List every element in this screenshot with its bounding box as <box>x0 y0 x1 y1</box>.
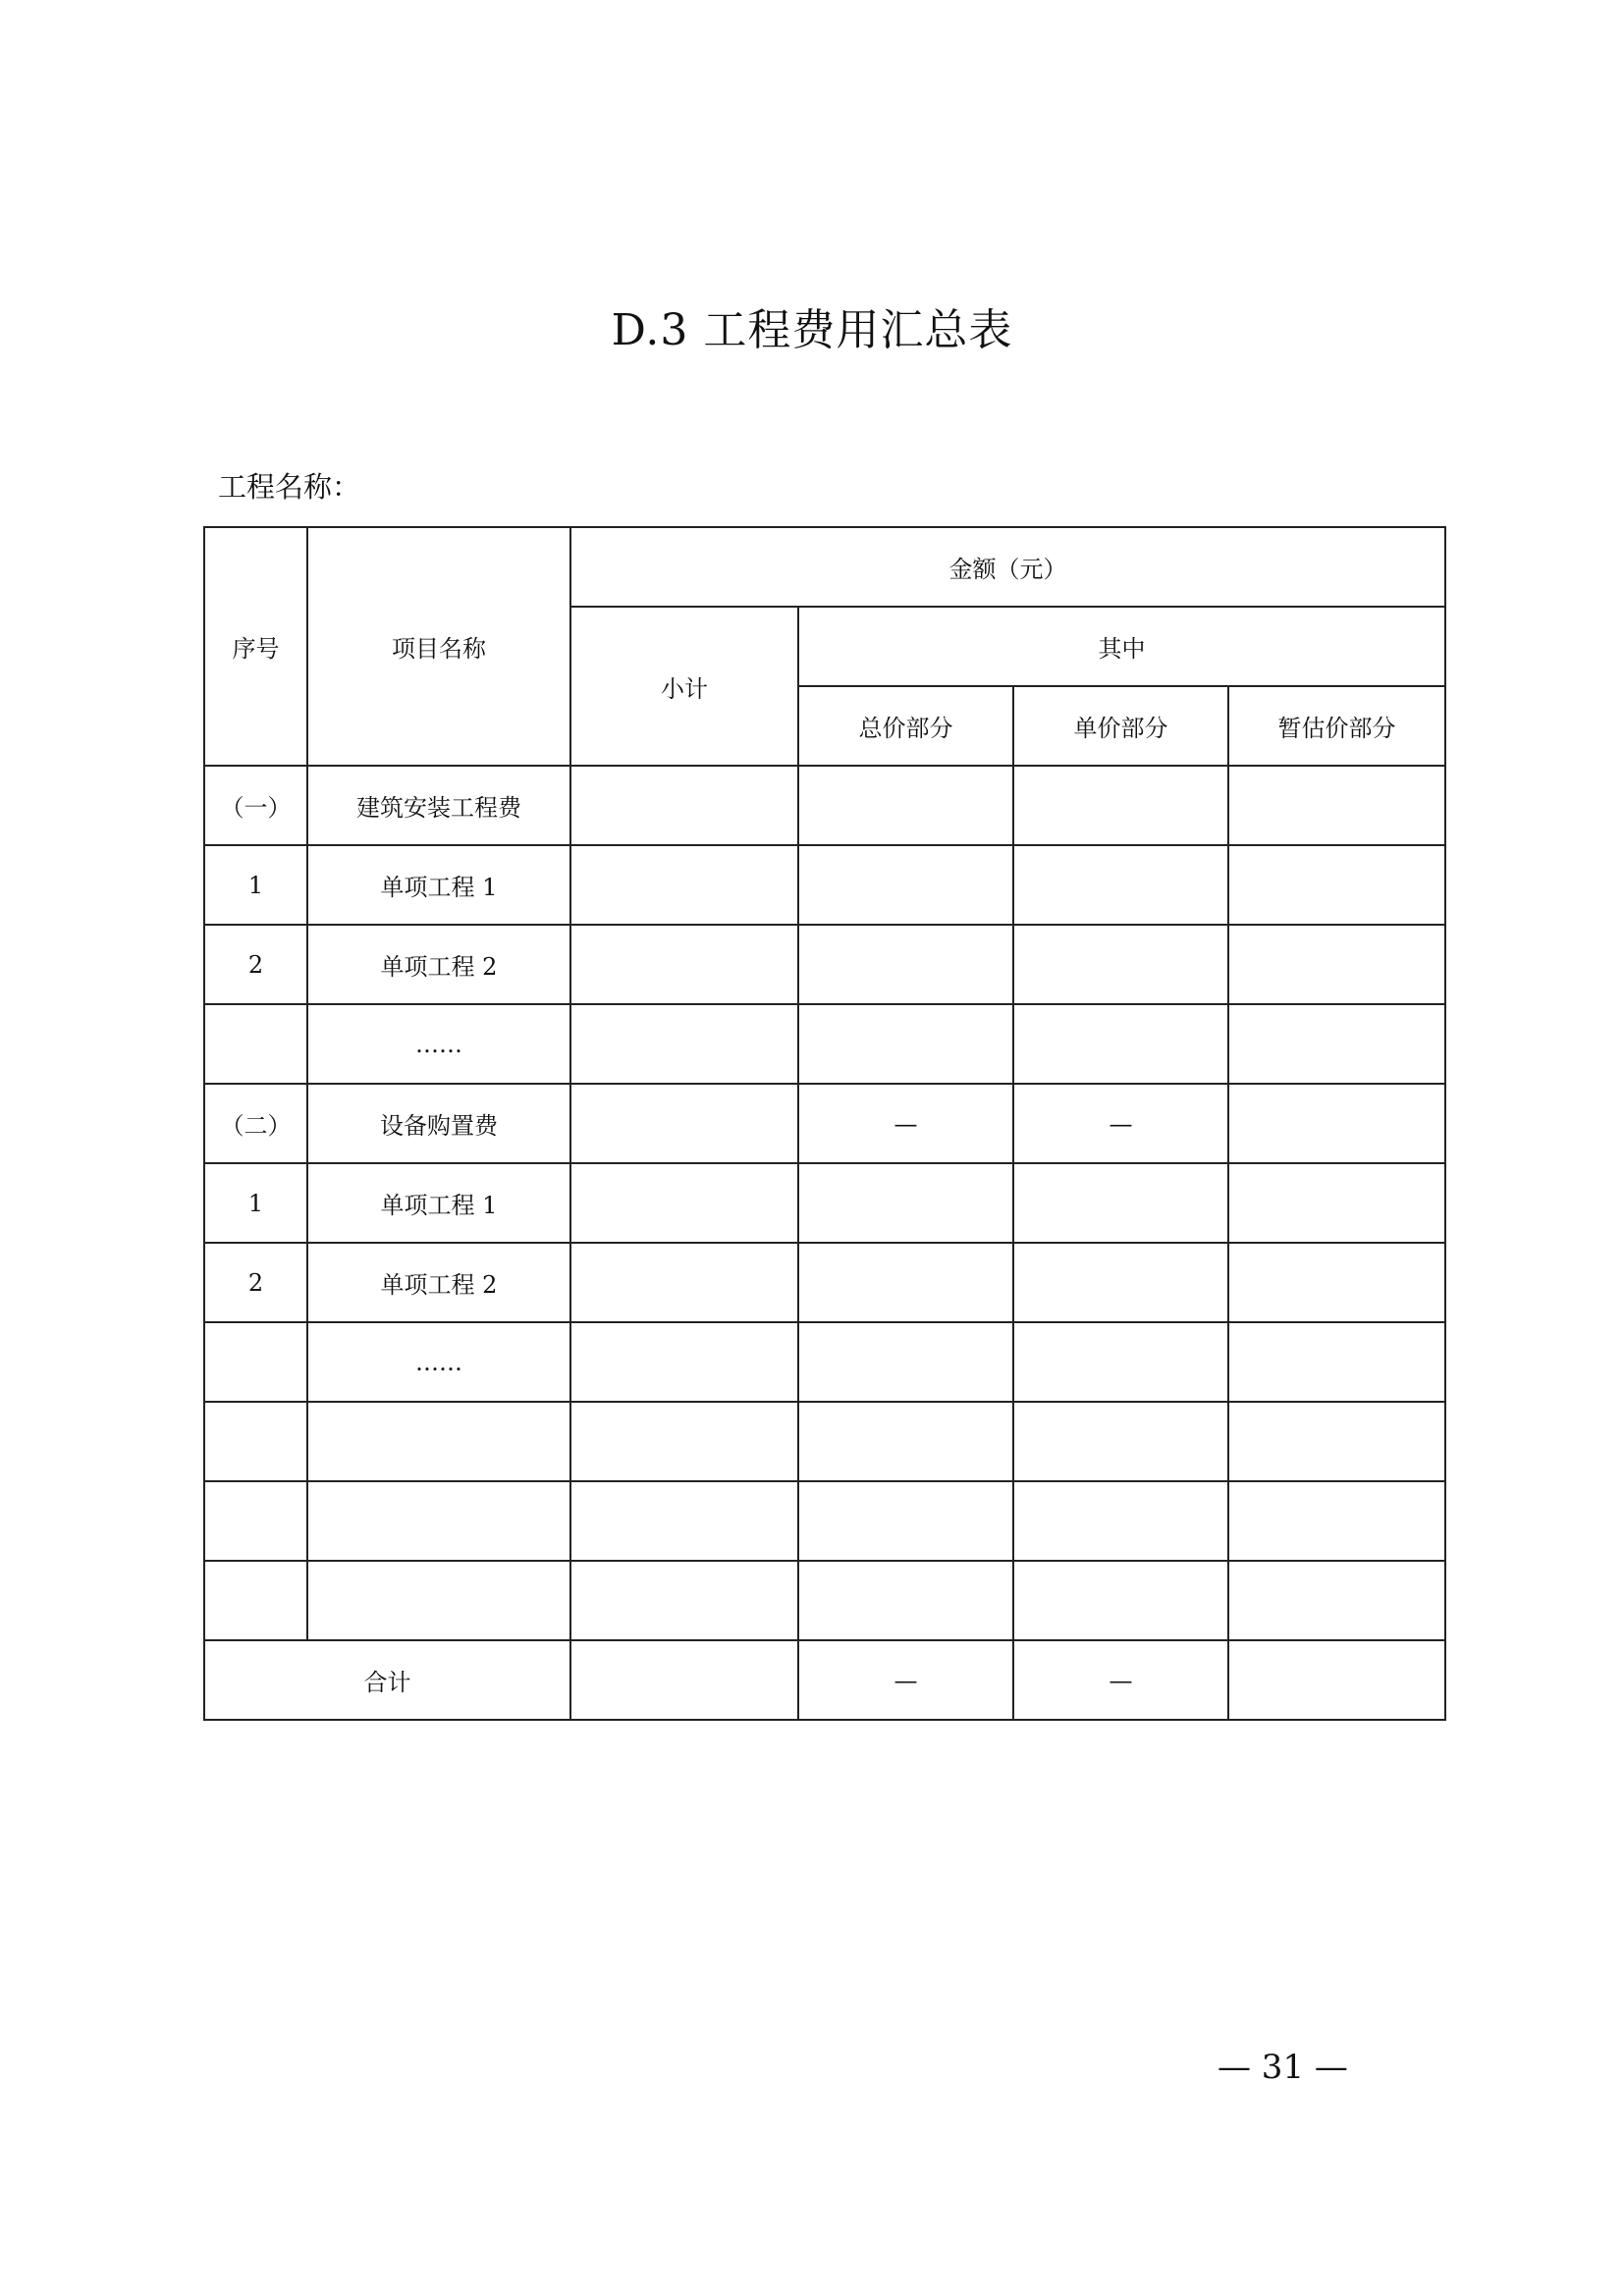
cell-provisional <box>1228 1481 1445 1561</box>
cell-seq <box>204 1322 307 1402</box>
cost-summary-table <box>203 526 1446 1721</box>
cell-seq: 1 <box>204 1163 307 1243</box>
cell-name: 单项工程 2 <box>307 1243 570 1322</box>
cell-subtotal <box>570 1004 798 1084</box>
table-row <box>204 766 1445 845</box>
cell-lump-sum <box>798 1402 1013 1481</box>
cell-seq <box>204 1481 307 1561</box>
cell-subtotal <box>570 1561 798 1640</box>
cell-lump-sum <box>798 845 1013 925</box>
cell-subtotal <box>570 1084 798 1163</box>
cell-provisional <box>1228 845 1445 925</box>
page-number: — 31 — <box>1218 2048 1348 2087</box>
cell-provisional <box>1228 925 1445 1004</box>
cell-name <box>307 1481 570 1561</box>
header-amount: 金额（元） <box>570 527 1445 607</box>
cell-subtotal <box>570 766 798 845</box>
cell-unit-price: — <box>1013 1084 1228 1163</box>
cell-name: …… <box>307 1322 570 1402</box>
cell-seq: 1 <box>204 845 307 925</box>
cell-name: 单项工程 1 <box>307 1163 570 1243</box>
cell-subtotal <box>570 1163 798 1243</box>
cell-unit-price <box>1013 1322 1228 1402</box>
table-row <box>204 1004 1445 1084</box>
table-row <box>204 1163 1445 1243</box>
cell-seq <box>204 1004 307 1084</box>
total-lump-sum: — <box>798 1640 1013 1720</box>
cell-provisional <box>1228 1084 1445 1163</box>
header-subtotal: 小计 <box>570 607 798 766</box>
cell-provisional <box>1228 1561 1445 1640</box>
total-label: 合计 <box>204 1640 570 1720</box>
cell-unit-price <box>1013 1402 1228 1481</box>
cell-name: 设备购置费 <box>307 1084 570 1163</box>
cell-provisional <box>1228 1004 1445 1084</box>
cell-provisional <box>1228 1322 1445 1402</box>
header-provisional: 暂估价部分 <box>1228 686 1445 766</box>
cell-name: …… <box>307 1004 570 1084</box>
cell-name: 单项工程 1 <box>307 845 570 925</box>
table-row <box>204 1481 1445 1561</box>
cell-unit-price <box>1013 766 1228 845</box>
table-row <box>204 1561 1445 1640</box>
cell-subtotal <box>570 1322 798 1402</box>
cell-lump-sum <box>798 1004 1013 1084</box>
header-seq: 序号 <box>204 527 307 766</box>
table-row <box>204 1402 1445 1481</box>
cell-subtotal <box>570 1481 798 1561</box>
header-row <box>204 527 1445 607</box>
cell-unit-price <box>1013 1561 1228 1640</box>
cell-unit-price <box>1013 925 1228 1004</box>
cell-subtotal <box>570 925 798 1004</box>
total-subtotal <box>570 1640 798 1720</box>
cell-unit-price <box>1013 1243 1228 1322</box>
cell-unit-price <box>1013 1163 1228 1243</box>
table-row <box>204 845 1445 925</box>
cell-subtotal <box>570 1402 798 1481</box>
page-title: D.3 工程费用汇总表 <box>611 305 1013 355</box>
cell-seq <box>204 1561 307 1640</box>
cell-lump-sum <box>798 1481 1013 1561</box>
cell-provisional <box>1228 1402 1445 1481</box>
cell-name: 单项工程 2 <box>307 925 570 1004</box>
cell-seq <box>204 1402 307 1481</box>
cell-name <box>307 1561 570 1640</box>
cell-lump-sum <box>798 1243 1013 1322</box>
table-row <box>204 1084 1445 1163</box>
total-row <box>204 1640 1445 1720</box>
cell-unit-price <box>1013 845 1228 925</box>
table-row <box>204 1322 1445 1402</box>
total-provisional <box>1228 1640 1445 1720</box>
header-unit-price: 单价部分 <box>1013 686 1228 766</box>
cell-name: 建筑安装工程费 <box>307 766 570 845</box>
cell-provisional <box>1228 1243 1445 1322</box>
cell-lump-sum <box>798 1322 1013 1402</box>
header-lump-sum: 总价部分 <box>798 686 1013 766</box>
project-name-label: 工程名称： <box>218 470 361 504</box>
cell-subtotal <box>570 845 798 925</box>
total-unit-price: — <box>1013 1640 1228 1720</box>
cell-provisional <box>1228 766 1445 845</box>
cell-lump-sum: — <box>798 1084 1013 1163</box>
cell-lump-sum <box>798 766 1013 845</box>
cell-lump-sum <box>798 925 1013 1004</box>
cell-lump-sum <box>798 1163 1013 1243</box>
cell-seq: （二） <box>204 1084 307 1163</box>
cell-seq: 2 <box>204 1243 307 1322</box>
header-of-which: 其中 <box>798 607 1445 686</box>
cell-provisional <box>1228 1163 1445 1243</box>
cell-subtotal <box>570 1243 798 1322</box>
cell-lump-sum <box>798 1561 1013 1640</box>
cell-name <box>307 1402 570 1481</box>
table-row <box>204 1243 1445 1322</box>
cell-seq: （一） <box>204 766 307 845</box>
table-row <box>204 925 1445 1004</box>
cell-unit-price <box>1013 1004 1228 1084</box>
cell-seq: 2 <box>204 925 307 1004</box>
cell-unit-price <box>1013 1481 1228 1561</box>
header-item-name: 项目名称 <box>307 527 570 766</box>
